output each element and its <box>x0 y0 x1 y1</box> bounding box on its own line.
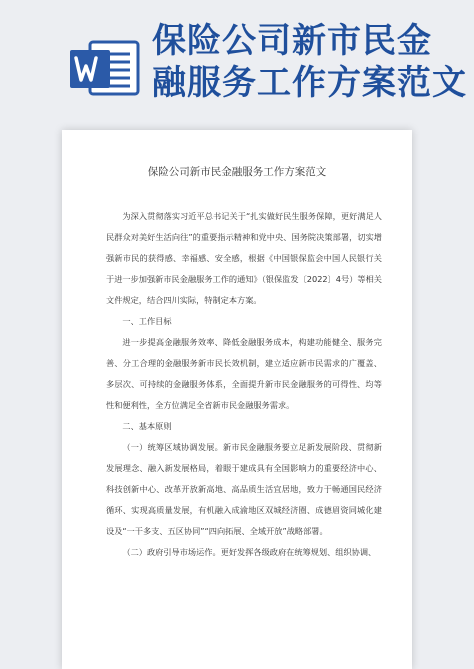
document-title: 保险公司新市民金融服务工作方案范文 <box>147 166 327 178</box>
heading-goals: 一、工作目标 <box>122 316 172 326</box>
document-body <box>106 206 382 563</box>
heading-principles: 二、基本原则 <box>122 421 172 431</box>
paragraph-goals: 进一步提高金融服务效率、降低金融服务成本，构建功能健全、服务完善、分工合理的金融服务新市民长效机制，建立适应新市民需求的广覆盖、多层次、可持续的金融服务体系，全面提升新市民金融服务的可得性、均等性和便利性，全方位满足全省新市民金融服务需求。 <box>106 337 382 410</box>
header-banner <box>0 0 474 128</box>
document-page <box>62 130 412 669</box>
title-line-1: 保险公司新市民金 <box>152 21 432 61</box>
paragraph-principle-2: （二）政府引导市场运作。更好发挥各级政府在统筹规划、组织协调、 <box>122 547 377 557</box>
page-title <box>152 20 470 104</box>
title-line-2: 融服务工作方案范文 <box>152 63 467 103</box>
paragraph-principle-1: （一）统筹区域协调发展。新市民金融服务要立足新发展阶段、贯彻新发展理念、融入新发展格局，着眼于建成具有全国影响力的重要经济中心、科技创新中心、改革开放新高地、高品质生活宜居地，致力于畅通国民经济循环、实现高质量发展，有机融入成渝地区双城经济圈、成德眉资同城化建设及“一干多支、五区协同”“四向拓展、全域开放”战略部署。 <box>106 442 382 536</box>
word-document-icon <box>68 38 144 98</box>
paragraph-intro: 为深入贯彻落实习近平总书记关于“扎实做好民生服务保障，更好满足人民群众对美好生活向往”的重要指示精神和党中央、国务院决策部署，切实增强新市民的获得感、幸福感、安全感，根据《中国银保监会中国人民银行关于进一步加强新市民金融服务工作的通知》（银保监发〔2022〕4号）等相关文件规定，结合四川实际，特制定本方案。 <box>106 211 382 305</box>
